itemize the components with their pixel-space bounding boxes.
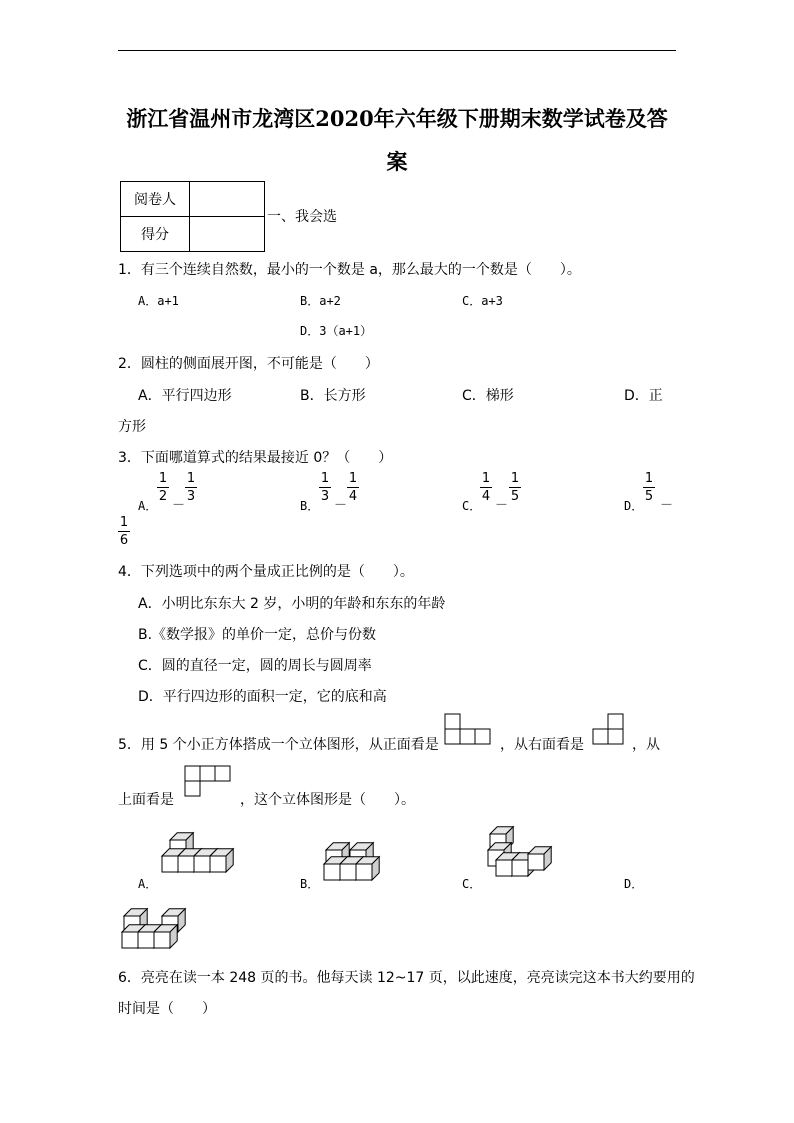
q1-option-b: B．a+2 [300, 294, 341, 308]
q5-option-a: A． [138, 877, 158, 891]
q5-stem-a: 5．用 5 个小正方体搭成一个立体图形，从正面看是 [118, 737, 439, 753]
q5-figure-b [320, 836, 390, 886]
q4-option-a: A．小明比东东大 2 岁，小明的年龄和东东的年龄 [138, 596, 446, 612]
q2-option-c: C．梯形 [462, 388, 514, 404]
q4-option-c: C．圆的直径一定，圆的周长与圆周率 [138, 658, 372, 674]
q5-figure-d [118, 904, 198, 954]
q1-stem: 1．有三个连续自然数，最小的一个数是 a，那么最大的一个数是（ ）。 [118, 262, 581, 278]
q1-option-c: C．a+3 [462, 294, 503, 308]
top-view-figure [184, 765, 232, 797]
q3-c-frac2: 1 5 [510, 471, 520, 504]
q2-option-d-cont: 方形 [118, 419, 146, 435]
cube [154, 925, 177, 948]
score-label: 得分 [121, 217, 190, 252]
cube [210, 849, 233, 872]
q3-d-frac2: 1 6 [119, 515, 129, 548]
page-title-cont: 案 [386, 149, 408, 174]
q3-option-c: C． [462, 499, 482, 513]
q2-option-d: D．正 [624, 388, 663, 404]
q5-option-d: D． [624, 877, 644, 891]
header-rule [118, 50, 676, 51]
q3-b-frac1: 1 3 [320, 471, 330, 504]
q3-a-frac1: 1 2 [158, 471, 168, 504]
grader-table [120, 181, 265, 252]
q5-stem-e: ，这个立体图形是（ ）。 [240, 792, 415, 808]
q5-stem-b: ，从右面看是 [500, 737, 584, 753]
q3-stem: 3．下面哪道算式的结果最接近 0？（ ） [118, 450, 393, 466]
score-cell [190, 217, 265, 252]
q3-option-d: D． [624, 499, 644, 513]
q6-stem-line2: 时间是（ ） [118, 1001, 216, 1017]
q2-stem: 2．圆柱的侧面展开图，不可能是（ ） [118, 356, 379, 372]
section-heading: 一、我会选 [267, 209, 337, 225]
q3-a-minus: － [172, 498, 186, 513]
q3-a-frac2: 1 3 [186, 471, 196, 504]
right-view-figure [593, 713, 625, 745]
q3-d-minus: － [660, 498, 674, 513]
front-view-figure [444, 713, 492, 745]
q3-b-minus: － [334, 498, 348, 513]
q5-stem-d: 上面看是 [118, 792, 174, 808]
cube [528, 847, 551, 870]
q3-c-minus: － [495, 498, 509, 513]
q3-d-frac1: 1 5 [644, 471, 654, 504]
reviewer-label: 阅卷人 [121, 182, 190, 217]
q3-option-b: B． [300, 499, 320, 513]
q5-option-c: C． [462, 877, 482, 891]
q4-option-b: B.《数学报》的单价一定，总价与份数 [138, 627, 377, 643]
q4-stem: 4．下列选项中的两个量成正比例的是（ ）。 [118, 564, 414, 580]
page-title: 浙江省温州市龙湾区2020年六年级下册期末数学试卷及答 [126, 106, 668, 131]
q5-figure-a [158, 826, 238, 886]
q1-option-d: D．3（a+1） [300, 324, 373, 338]
q1-option-a: A．a+1 [138, 294, 179, 308]
q3-c-frac1: 1 4 [481, 471, 491, 504]
q3-option-a: A． [138, 499, 158, 513]
q5-stem-c: ，从 [632, 737, 660, 753]
q3-b-frac2: 1 4 [348, 471, 358, 504]
cube [356, 857, 379, 880]
reviewer-cell [190, 182, 265, 217]
q2-option-b: B．长方形 [300, 388, 366, 404]
q5-option-b: B． [300, 877, 320, 891]
q4-option-d: D．平行四边形的面积一定，它的底和高 [138, 689, 387, 705]
q2-option-a: A．平行四边形 [138, 388, 232, 404]
q6-stem-line1: 6．亮亮在读一本 248 页的书。他每天读 12~17 页，以此速度，亮亮读完这本书大约要用的 [118, 970, 695, 986]
q5-figure-c [484, 826, 554, 886]
